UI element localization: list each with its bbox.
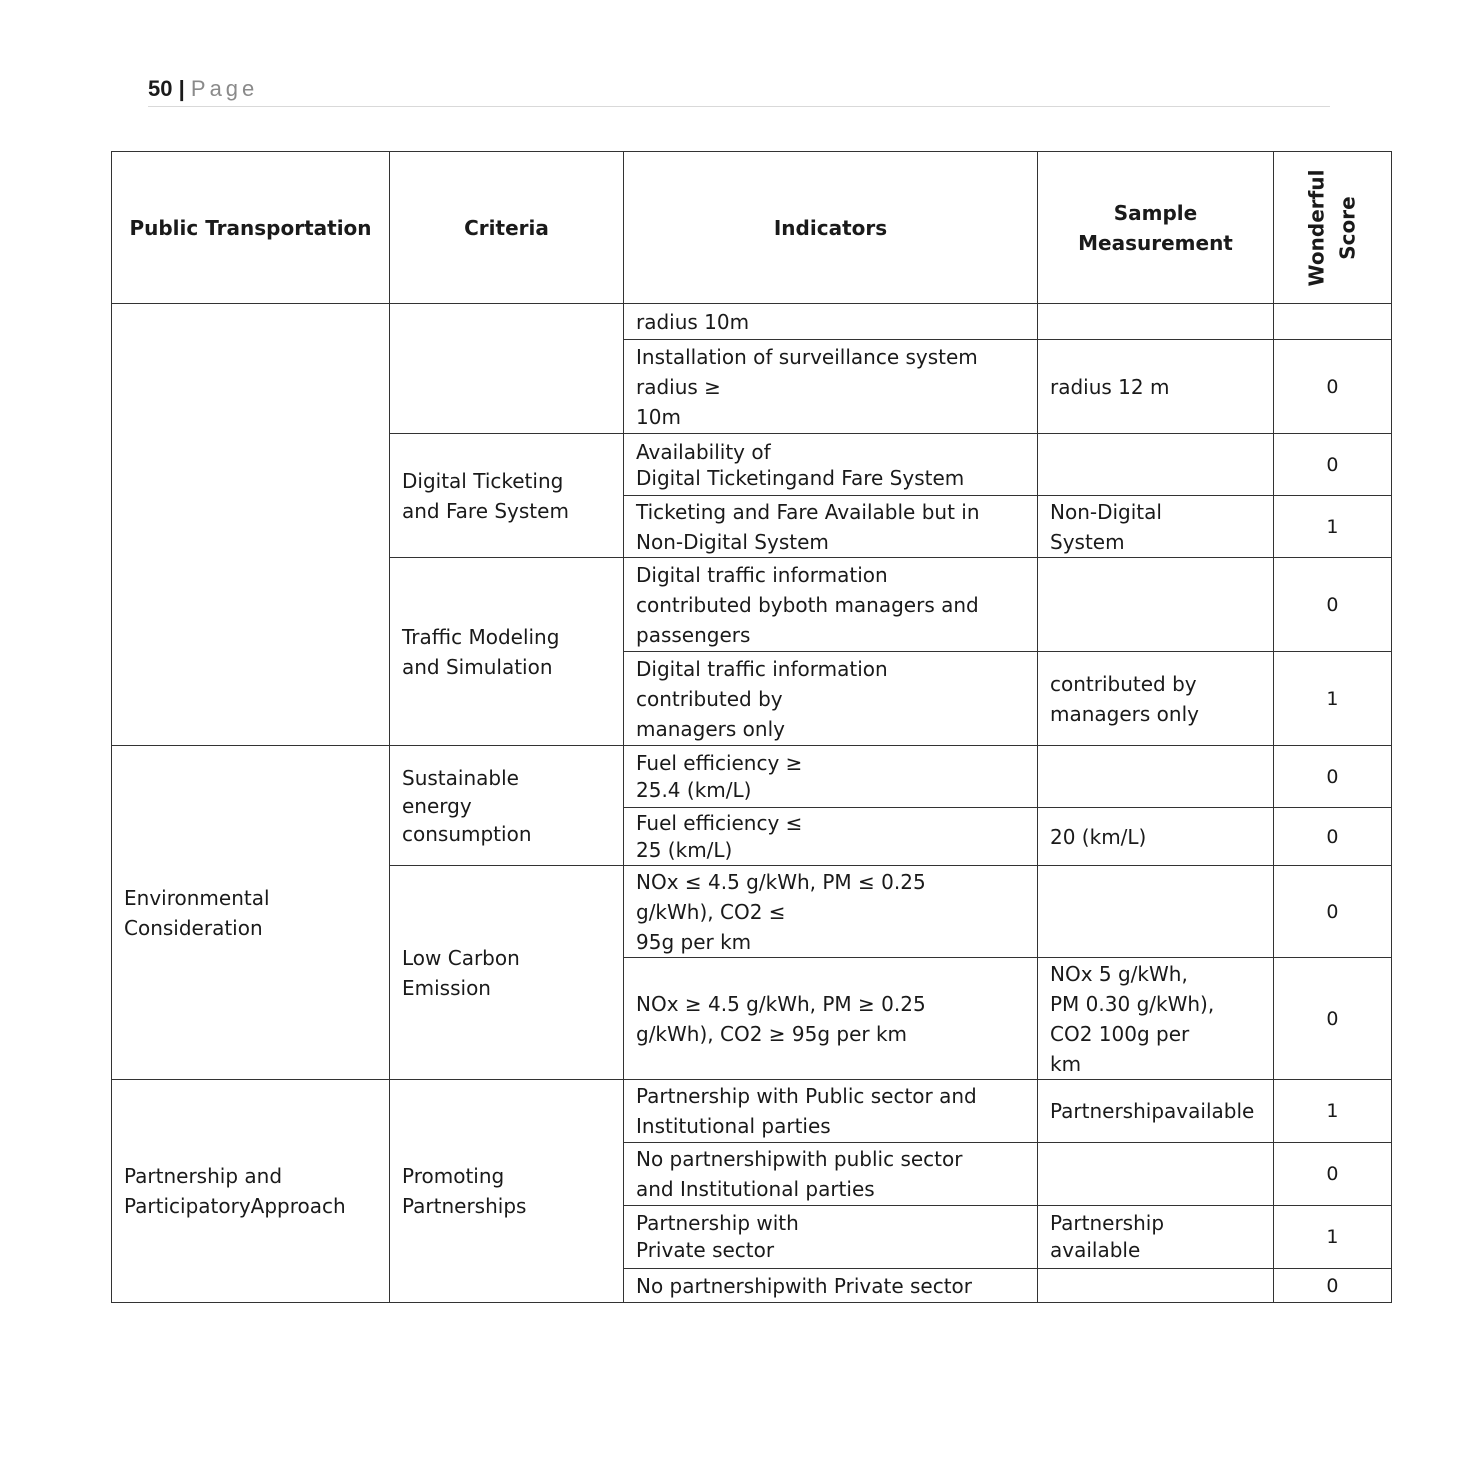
header-score bbox=[1274, 152, 1392, 304]
page-number: 50 bbox=[148, 76, 173, 101]
measurement-cell: Partnershipavailable bbox=[1038, 1080, 1274, 1143]
measurement-cell: contributed by managers only bbox=[1038, 652, 1274, 746]
measurement-cell bbox=[1038, 304, 1274, 340]
measurement-cell: Partnership available bbox=[1038, 1206, 1274, 1269]
score-cell: 0 bbox=[1274, 558, 1392, 652]
header-indicators: Indicators bbox=[624, 152, 1038, 304]
header-sample-measurement: Sample Measurement bbox=[1038, 152, 1274, 304]
score-cell: 0 bbox=[1274, 434, 1392, 496]
criteria-traffic-modeling: Traffic Modeling and Simulation bbox=[390, 558, 624, 746]
measurement-cell bbox=[1038, 866, 1274, 958]
indicator-cell: NOx ≥ 4.5 g/kWh, PM ≥ 0.25 g/kWh), CO2 ≥ 95g per km bbox=[624, 958, 1038, 1080]
score-cell bbox=[1274, 304, 1392, 340]
indicator-cell: No partnershipwith Private sector bbox=[624, 1269, 1038, 1303]
measurement-cell: NOx 5 g/kWh, PM 0.30 g/kWh), CO2 100g per km bbox=[1038, 958, 1274, 1080]
indicator-cell: Partnership with Private sector bbox=[624, 1206, 1038, 1269]
evaluation-table bbox=[111, 151, 1392, 1303]
score-cell: 1 bbox=[1274, 652, 1392, 746]
score-cell: 0 bbox=[1274, 340, 1392, 434]
measurement-cell bbox=[1038, 1143, 1274, 1206]
score-cell: 1 bbox=[1274, 1206, 1392, 1269]
measurement-cell bbox=[1038, 746, 1274, 808]
score-cell: 0 bbox=[1274, 866, 1392, 958]
header-criteria: Criteria bbox=[390, 152, 624, 304]
indicator-cell: No partnershipwith public sector and Institutional parties bbox=[624, 1143, 1038, 1206]
indicator-cell: NOx ≤ 4.5 g/kWh, PM ≤ 0.25 g/kWh), CO2 ≤ 95g per km bbox=[624, 866, 1038, 958]
criteria-sustainable-energy: Sustainable energy consumption bbox=[390, 746, 624, 866]
indicator-cell: Digital traffic information contributed byboth managers and passengers bbox=[624, 558, 1038, 652]
header-public-transportation: Public Transportation bbox=[112, 152, 390, 304]
criteria-cell-empty bbox=[390, 304, 624, 434]
indicator-cell: Fuel efficiency ≥ 25.4 (km/L) bbox=[624, 746, 1038, 808]
measurement-cell bbox=[1038, 558, 1274, 652]
score-cell: 0 bbox=[1274, 1143, 1392, 1206]
score-cell: 1 bbox=[1274, 1080, 1392, 1143]
page-label: Page bbox=[190, 76, 259, 101]
criteria-digital-ticketing: Digital Ticketing and Fare System bbox=[390, 434, 624, 558]
page-separator: | bbox=[178, 76, 185, 101]
indicator-cell: Digital traffic information contributed by managers only bbox=[624, 652, 1038, 746]
score-cell: 0 bbox=[1274, 808, 1392, 866]
measurement-cell: 20 (km/L) bbox=[1038, 808, 1274, 866]
table-row bbox=[112, 746, 1392, 808]
score-cell: 0 bbox=[1274, 746, 1392, 808]
header-score-label: Wonderful Score bbox=[1304, 169, 1360, 286]
measurement-cell: radius 12 m bbox=[1038, 340, 1274, 434]
table-row bbox=[112, 1080, 1392, 1143]
group-partnership: Partnership and ParticipatoryApproach bbox=[112, 1080, 390, 1303]
table-row bbox=[112, 304, 1392, 340]
header-row bbox=[112, 152, 1392, 304]
measurement-cell bbox=[1038, 434, 1274, 496]
score-cell: 0 bbox=[1274, 958, 1392, 1080]
score-cell: 0 bbox=[1274, 1269, 1392, 1303]
indicator-cell: Installation of surveillance system radius ≥ 10m bbox=[624, 340, 1038, 434]
measurement-cell bbox=[1038, 1269, 1274, 1303]
indicator-cell: Ticketing and Fare Available but in Non-Digital System bbox=[624, 496, 1038, 558]
measurement-cell: Non-Digital System bbox=[1038, 496, 1274, 558]
score-cell: 1 bbox=[1274, 496, 1392, 558]
indicator-cell: Fuel efficiency ≤ 25 (km/L) bbox=[624, 808, 1038, 866]
group-environmental: Environmental Consideration bbox=[112, 746, 390, 1080]
group-cell-empty bbox=[112, 304, 390, 746]
criteria-low-carbon: Low Carbon Emission bbox=[390, 866, 624, 1080]
criteria-promoting: Promoting Partnerships bbox=[390, 1080, 624, 1303]
indicator-cell: radius 10m bbox=[624, 304, 1038, 340]
indicator-cell: Partnership with Public sector and Institutional parties bbox=[624, 1080, 1038, 1143]
indicator-cell: Availability of Digital Ticketingand Fare System bbox=[624, 434, 1038, 496]
page-header bbox=[148, 74, 1330, 107]
